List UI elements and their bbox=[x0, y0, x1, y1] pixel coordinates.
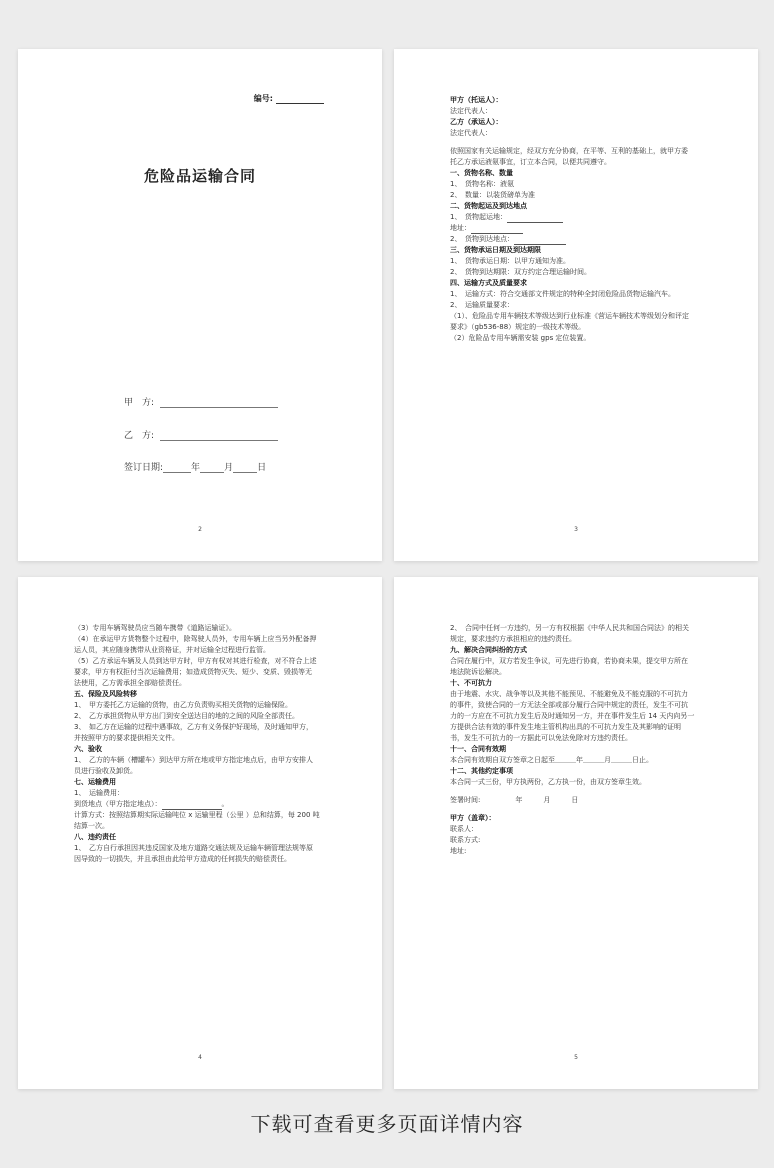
text-line: 由于地震、水灾、战争等以及其他不能预见、不能避免及不能克服的不可抗力 bbox=[450, 690, 688, 698]
text-line: 方提供合法有效的事件发生地主管机构出具的不可抗力发生及其影响的证明 bbox=[450, 723, 681, 731]
spacer bbox=[450, 139, 702, 146]
text-line: 2、 数量：以装货磅单为准 bbox=[450, 191, 535, 199]
text-line: 联系人： bbox=[450, 825, 478, 833]
contract-cover-page bbox=[18, 49, 382, 561]
section-heading: 甲方（盖章）： bbox=[450, 814, 496, 822]
blank-line bbox=[162, 801, 222, 810]
section-heading: 四、运输方式及质量要求 bbox=[450, 279, 527, 287]
text-line: 联系方式: bbox=[450, 836, 481, 844]
text-line: 要求》（gb536-88）规定的一级技术等级。 bbox=[450, 323, 586, 331]
section-heading: 十一、合同有效期 bbox=[450, 745, 506, 753]
page-5-body bbox=[450, 623, 702, 857]
sign-date-label: 签订日期: bbox=[124, 463, 164, 473]
section-heading: 三、货物承运日期及到达期限 bbox=[450, 246, 541, 254]
section-heading: 十、不可抗力 bbox=[450, 679, 492, 687]
text-line: 2、 运输质量要求： bbox=[450, 301, 514, 309]
party-a-signature bbox=[124, 395, 278, 408]
section-heading: 八、违约责任 bbox=[74, 833, 116, 841]
section-heading: 十二、其他约定事项 bbox=[450, 767, 513, 775]
serial-number-field bbox=[254, 93, 324, 104]
text-line: 规定，要求违约方承担相应的违约责任。 bbox=[450, 635, 576, 643]
text-line: 力的一方应在不可抗力发生后及时通知另一方，并在事件发生后 14 天内向另一 bbox=[450, 712, 695, 720]
text-line: （3）专用车辆驾驶员应当随车携带《道路运输证》。 bbox=[74, 624, 236, 632]
page-number: 5 bbox=[574, 1054, 578, 1061]
page-number: 2 bbox=[198, 526, 202, 533]
spacer bbox=[450, 806, 702, 813]
text-line: 托乙方承运液氨事宜，订立本合同，以便共同遵守。 bbox=[450, 158, 611, 166]
section-heading: 一、货物名称、数量 bbox=[450, 169, 513, 177]
text-line: 1、 货物起运地： bbox=[450, 212, 702, 223]
download-more-caption: 下载可查看更多页面详情内容 bbox=[250, 1112, 524, 1136]
blank-line bbox=[514, 236, 566, 245]
text-line: 因导致的一切损失，并且承担由此给甲方造成的任何损失的赔偿责任。 bbox=[74, 855, 291, 863]
page-3-body bbox=[450, 95, 702, 344]
text-line: 1、 运输方式：符合交通部文件规定的特种全封闭危险品货物运输汽车。 bbox=[450, 290, 675, 298]
text-line: 2、 合同中任何一方违约，另一方有权根据《中华人民共和国合同法》的相关 bbox=[450, 624, 689, 632]
contract-title: 危险品运输合同 bbox=[144, 167, 257, 185]
text-line: 2、 货物到达地点： bbox=[450, 234, 702, 245]
text-line: 1、 甲方委托乙方运输的货物，由乙方负责购买相关货物的运输保险。 bbox=[74, 701, 292, 709]
serial-blank-line bbox=[276, 95, 324, 104]
party-b-blank-line bbox=[160, 431, 278, 441]
party-b-label: 乙 方: bbox=[124, 431, 155, 441]
section-heading: 七、运输费用 bbox=[74, 778, 116, 786]
contract-page-3 bbox=[394, 49, 758, 561]
text-line: 要求，甲方有权拒付当次运输费用；如造成货物灭失、短少、变质、毁损等无 bbox=[74, 668, 312, 676]
text-line: 本合同有效期自双方签章之日起至＿＿＿年＿＿＿月＿＿＿日止。 bbox=[450, 756, 653, 764]
text-line: 并按照甲方的要求提供相关文件。 bbox=[74, 734, 179, 742]
year-label: 年 bbox=[191, 463, 201, 473]
text-line: 依照国家有关运输规定，经双方充分协商，在平等、互利的基础上，就甲方委 bbox=[450, 147, 688, 155]
party-a-blank-line bbox=[160, 398, 278, 408]
text-line: 1、 货物承运日期：以甲方通知为准。 bbox=[450, 257, 570, 265]
text-line: 1、 乙方的车辆（槽罐车）到达甲方所在地或甲方指定地点后，由甲方安排人 bbox=[74, 756, 313, 764]
section-heading: 九、解决合同纠纷的方式 bbox=[450, 646, 527, 654]
text-line: 3、 如乙方在运输的过程中遇事故，乙方有义务保护好现场，及时通知甲方， bbox=[74, 723, 313, 731]
text-line: 法使用，乙方需承担全部赔偿责任。 bbox=[74, 679, 186, 687]
text-line: （5）乙方承运车辆及人员到达甲方时，甲方有权对其进行检查，对不符合上述 bbox=[74, 657, 317, 665]
text-line: 1、 运输费用： bbox=[74, 789, 124, 797]
text-line: （4）在承运甲方货物整个过程中，除驾驶人员外，专用车辆上应当另外配备押 bbox=[74, 635, 317, 643]
text-line: 到货地点（甲方指定地点）： 。 bbox=[74, 800, 229, 808]
text-line: 合同在履行中，双方若发生争议，可先进行协商，若协商未果，提交甲方所在 bbox=[450, 657, 688, 665]
text-line: 签署时间: 年 月 日 bbox=[450, 796, 579, 804]
text-line: 地址： bbox=[450, 223, 702, 234]
contract-page-4 bbox=[18, 577, 382, 1089]
text-line: （1）、危险品专用车辆技术等级达到行业标准《营运车辆技术等级划分和评定 bbox=[450, 312, 689, 320]
page-number: 3 bbox=[574, 526, 578, 533]
contract-page-5 bbox=[394, 577, 758, 1089]
text-line: 法定代表人： bbox=[450, 107, 492, 115]
text-line: 书，发生不可抗力的一方据此可以免法免除对方违约责任。 bbox=[450, 734, 632, 742]
party-b-signature bbox=[124, 428, 278, 441]
page-number: 4 bbox=[198, 1054, 202, 1061]
text-line: 法定代表人： bbox=[450, 129, 492, 137]
section-heading: 六、验收 bbox=[74, 745, 102, 753]
text-line: 地址: bbox=[450, 847, 467, 855]
month-label: 月 bbox=[224, 463, 234, 473]
party-a-label: 甲 方: bbox=[124, 398, 155, 408]
text-line: 1、 乙方自行承担因其违反国家及地方道路交通法规及运输车辆管理法规等原 bbox=[74, 844, 313, 852]
text-line: 2、 乙方承担货物从甲方出门到安全送达目的地的之间的风险全部责任。 bbox=[74, 712, 299, 720]
text-line: 计算方式：按照结算期实际运输吨位 x 运输里程（公里 ）总和结算，每 200 吨 bbox=[74, 811, 320, 819]
text-line: 1、 货物名称：液氨 bbox=[450, 180, 514, 188]
spacer bbox=[450, 788, 702, 795]
blank-line bbox=[507, 214, 563, 223]
text-line: （2）危险品专用车辆需安装 gps 定位装置。 bbox=[450, 334, 591, 342]
sign-date bbox=[124, 460, 266, 473]
text-line: 运人员，其应随身携带从业资格证，并对运输全过程进行监管。 bbox=[74, 646, 270, 654]
day-label: 日 bbox=[257, 463, 267, 473]
serial-label: 编号: bbox=[253, 94, 273, 103]
section-heading: 五、保险及风险转移 bbox=[74, 690, 137, 698]
section-heading: 二、货物起运及到达地点 bbox=[450, 202, 527, 210]
section-heading: 乙方（承运人）： bbox=[450, 118, 503, 126]
blank-line bbox=[471, 225, 523, 234]
text-line: 本合同一式三份，甲方执两份，乙方执一份，由双方签章生效。 bbox=[450, 778, 646, 786]
text-line: 的事件，致使合同的一方无法全部或部分履行合同中规定的责任，发生不可抗 bbox=[450, 701, 688, 709]
text-line: 员进行验收及卸货。 bbox=[74, 767, 137, 775]
page-4-body bbox=[74, 623, 326, 865]
text-line: 地法院诉讼解决。 bbox=[450, 668, 506, 676]
text-line: 结算一次。 bbox=[74, 822, 109, 830]
section-heading: 甲方（托运人）： bbox=[450, 96, 503, 104]
text-line: 2、 货物到达期限：双方约定合理运输时间。 bbox=[450, 268, 591, 276]
